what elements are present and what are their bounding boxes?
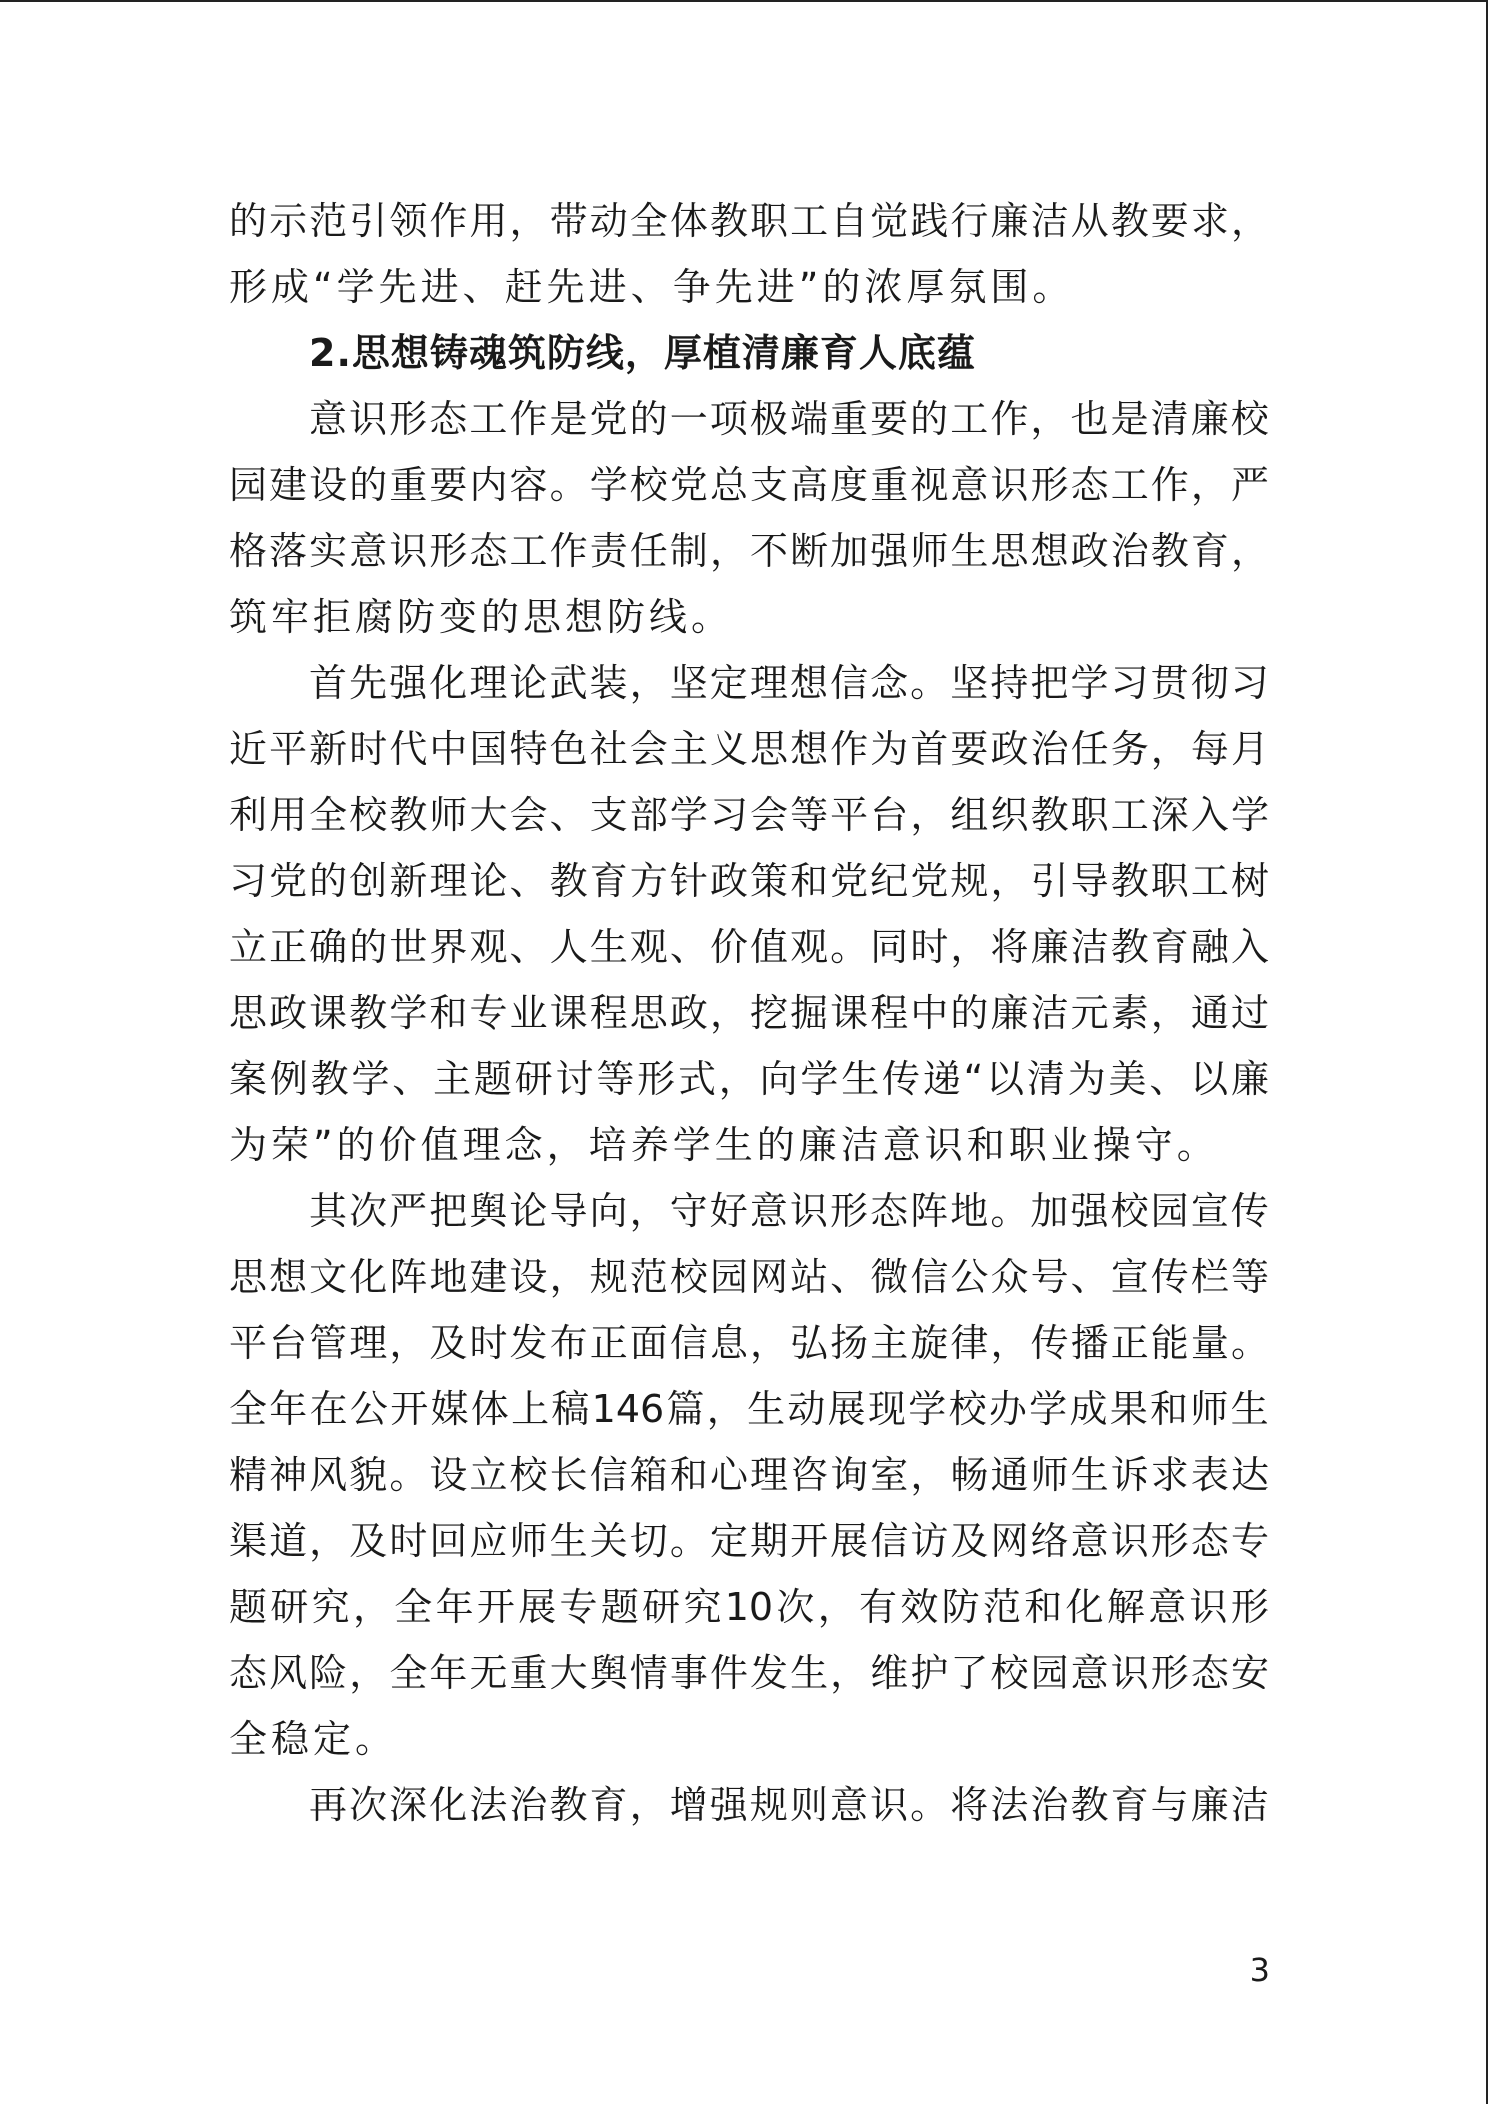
text-line: 的 示 范 引 领 作 用 ， 带 动 全 体 教 职 工 自 觉 践 行 廉 洁 从 教 要 求 ，	[229, 199, 1269, 243]
text-line: 习 党 的 创 新 理 论 、 教 育 方 针 政 策 和 党 纪 党 规 ， 引 导 教 职 工 树	[229, 859, 1269, 903]
text-line: 全 年 在 公 开 媒 体 上 稿 146 篇 ， 生 动 展 现 学 校 办 学 成 果 和 师 生	[229, 1387, 1269, 1431]
section-heading: 2.思想铸魂筑防线，厚植清廉育人底蕴	[309, 331, 976, 375]
text-line: 态 风 险 ， 全 年 无 重 大 舆 情 事 件 发 生 ， 维 护 了 校 园 意 识 形 态 安	[229, 1651, 1269, 1695]
text-line: 意 识 形 态 工 作 是 党 的 一 项 极 端 重 要 的 工 作 ， 也 是 清 廉 校	[309, 397, 1269, 441]
text-line: 利 用 全 校 教 师 大 会 、 支 部 学 习 会 等 平 台 ， 组 织 教 职 工 深 入 学	[229, 793, 1269, 837]
text-line: 筑牢拒腐防变的思想防线。	[229, 595, 734, 639]
text-line: 其 次 严 把 舆 论 导 向 ， 守 好 意 识 形 态 阵 地 。 加 强 校 园 宣 传	[309, 1189, 1269, 1233]
text-line: 案 例 教 学 、 主 题 研 讨 等 形 式 ， 向 学 生 传 递 “ 以 清 为 美 、 以 廉	[229, 1057, 1269, 1101]
page-border-top	[0, 0, 1488, 2]
text-line: 立 正 确 的 世 界 观 、 人 生 观 、 价 值 观 。 同 时 ， 将 廉 洁 教 育 融 入	[229, 925, 1269, 969]
document-body	[229, 188, 1269, 1838]
text-line: 格 落 实 意 识 形 态 工 作 责 任 制 ， 不 断 加 强 师 生 思 想 政 治 教 育 ，	[229, 529, 1269, 573]
page-number: 3	[1249, 1951, 1270, 1989]
text-line: 精 神 风 貌 。 设 立 校 长 信 箱 和 心 理 咨 询 室 ， 畅 通 师 生 诉 求 表 达	[229, 1453, 1269, 1497]
text-line: 思 政 课 教 学 和 专 业 课 程 思 政 ， 挖 掘 课 程 中 的 廉 洁 元 素 ， 通 过	[229, 991, 1269, 1035]
text-line: 思 想 文 化 阵 地 建 设 ， 规 范 校 园 网 站 、 微 信 公 众 号 、 宣 传 栏 等	[229, 1255, 1269, 1299]
text-line: 渠 道 ， 及 时 回 应 师 生 关 切 。 定 期 开 展 信 访 及 网 络 意 识 形 态 专	[229, 1519, 1269, 1563]
text-line: 形成“学先进、赶先进、争先进”的浓厚氛围。	[229, 265, 1075, 309]
text-line: 再 次 深 化 法 治 教 育 ， 增 强 规 则 意 识 。 将 法 治 教 育 与 廉 洁	[309, 1783, 1269, 1827]
text-line: 园 建 设 的 重 要 内 容 。 学 校 党 总 支 高 度 重 视 意 识 形 态 工 作 ， 严	[229, 463, 1269, 507]
text-line: 题 研 究 ， 全 年 开 展 专 题 研 究 10 次 ， 有 效 防 范 和 化 解 意 识 形	[229, 1585, 1269, 1629]
text-line: 为荣”的价值理念，培养学生的廉洁意识和职业操守。	[229, 1123, 1219, 1167]
text-line: 首 先 强 化 理 论 武 装 ， 坚 定 理 想 信 念 。 坚 持 把 学 习 贯 彻 习	[309, 661, 1269, 705]
text-line: 近 平 新 时 代 中 国 特 色 社 会 主 义 思 想 作 为 首 要 政 治 任 务 ， 每 月	[229, 727, 1269, 771]
text-line: 全稳定。	[229, 1717, 398, 1761]
text-line: 平 台 管 理 ， 及 时 发 布 正 面 信 息 ， 弘 扬 主 旋 律 ， 传 播 正 能 量 。	[229, 1321, 1269, 1365]
